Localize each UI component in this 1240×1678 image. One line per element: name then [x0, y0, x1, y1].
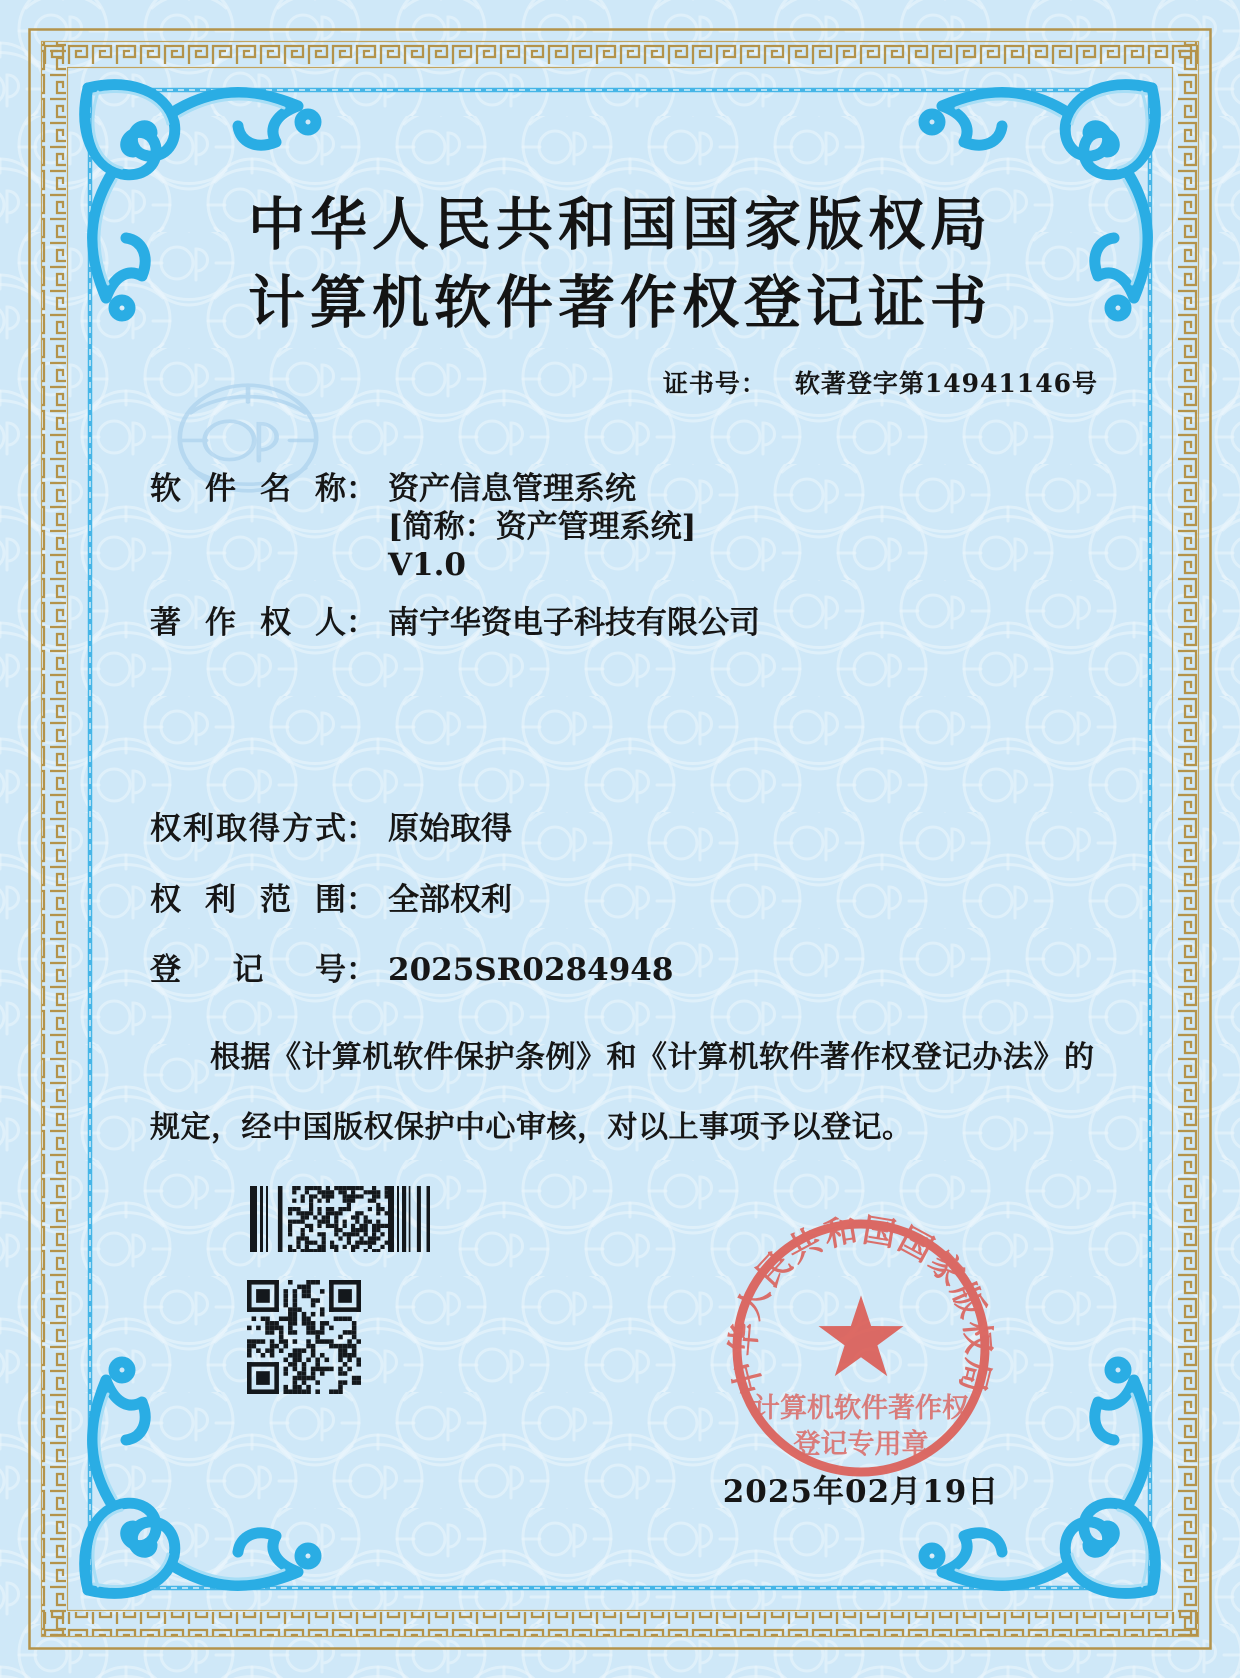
seal-line1: 计算机软件著作权	[753, 1393, 969, 1424]
field-acquisition	[150, 810, 512, 848]
certificate-number-label: 证书号：	[662, 369, 767, 398]
rights-scope-label: 权利范围	[150, 882, 346, 918]
colon: ：	[346, 952, 377, 988]
seal-ring-text: 中华人民共和国国家版权局	[723, 1210, 999, 1399]
registration-statement: 根据《计算机软件保护条例》和《计算机软件著作权登记办法》的规定，经中国版权保护中心审核，对以上事项予以登记。	[150, 1040, 1095, 1145]
seal-line2: 登记专用章	[793, 1429, 929, 1460]
colon: ：	[346, 605, 377, 641]
colon: ：	[346, 471, 377, 507]
qr-code	[247, 1280, 361, 1394]
star-icon	[819, 1295, 904, 1376]
document-type-title: 计算机软件著作权登记证书	[248, 269, 992, 336]
copyright-owner-value: 南宁华资电子科技有限公司	[388, 605, 760, 641]
authority-title: 中华人民共和国国家版权局	[248, 191, 992, 258]
software-name-value: 资产信息管理系统	[388, 471, 636, 507]
software-name-label: 软件名称	[150, 471, 346, 507]
software-version: V1.0	[388, 547, 466, 583]
software-short-name: [简称：资产管理系统]	[388, 509, 697, 545]
field-registration-number	[150, 951, 673, 989]
acquisition-value: 原始取得	[388, 811, 512, 847]
colon: ：	[346, 811, 377, 847]
title-block	[0, 186, 1240, 342]
field-copyright-owner	[150, 604, 760, 642]
registration-number-value: 2025SR0284948	[388, 952, 674, 988]
field-software-name	[150, 470, 696, 584]
copyright-owner-label: 著作权人	[150, 605, 346, 641]
colon: ：	[346, 882, 377, 918]
certificate-number	[663, 364, 1098, 400]
rights-scope-value: 全部权利	[388, 882, 512, 918]
field-rights-scope	[150, 881, 512, 919]
registration-date: 2025年02月19日	[722, 1474, 1000, 1510]
certificate-number-value: 软著登字第14941146号	[794, 369, 1098, 398]
official-seal	[706, 1193, 1016, 1503]
registration-number-label: 登记号	[150, 952, 346, 988]
acquisition-label: 权利取得方式	[150, 811, 346, 847]
barcode	[250, 1186, 430, 1252]
